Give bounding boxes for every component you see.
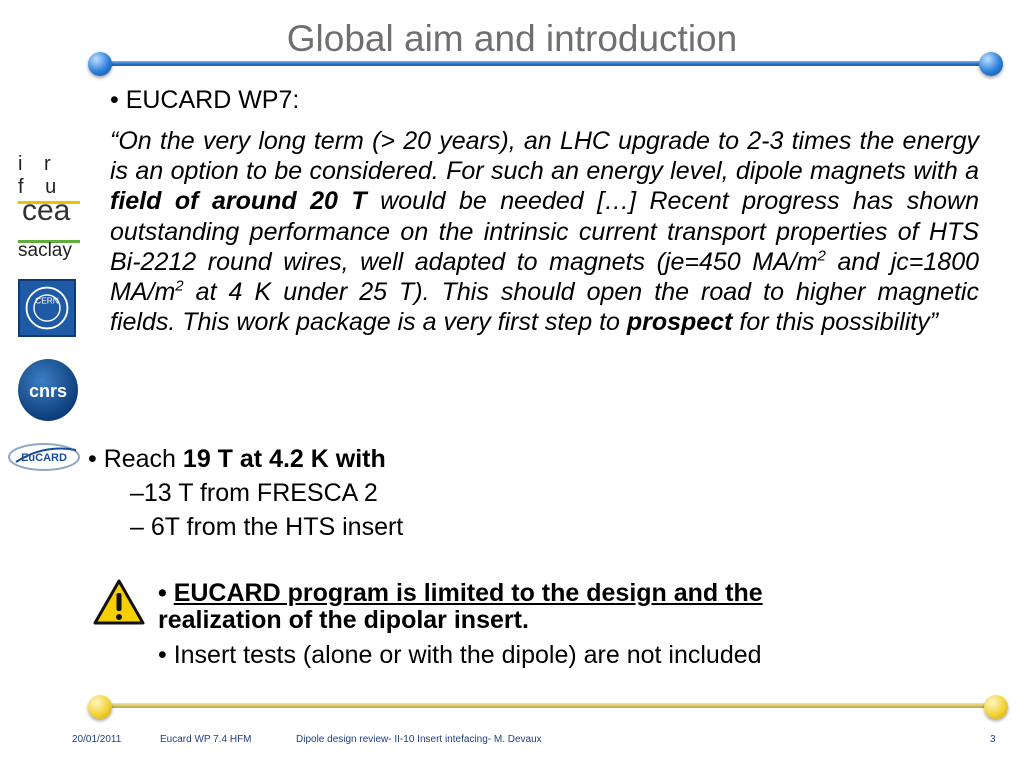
quote-bold-prospect: prospect [626, 308, 733, 337]
bullet-reach [88, 445, 386, 474]
quote-text-2: would be needed […] Recent progress has shown outstanding performance on the intrinsic current transport properties of HTS Bi-2212 round wires, well adapted to magnets (je=450 MA/m [110, 187, 979, 276]
eu-program-rest: realization of the dipolar insert. [158, 606, 529, 634]
top-right-ball-icon [979, 52, 1003, 76]
slide-title: Global aim and introduction [286, 18, 738, 59]
quote-superscript-2: 2 [175, 277, 184, 295]
eu-program-underlined: EUCARD program is limited to the design and the [173, 579, 763, 607]
sub-bullet-hts-insert: – 6T from the HTS insert [130, 513, 404, 541]
bullet-insert-tests: • Insert tests (alone or with the dipole) are not included [158, 641, 762, 669]
eucard-logo-text: EuCARD [21, 452, 67, 464]
quote-text-5: for this possibility” [732, 308, 939, 337]
bottom-left-ball-icon [88, 695, 112, 719]
bullet-eucard-program [158, 580, 948, 634]
quote-superscript-1: 2 [817, 247, 826, 265]
footer-page-number: 3 [990, 734, 996, 745]
cea-logo-text: cea [22, 194, 71, 226]
warning-icon [92, 578, 146, 626]
cern-logo-text: CERN [35, 295, 59, 306]
top-left-ball-icon [88, 52, 112, 76]
quote-bold-field: field of around 20 T [110, 187, 367, 216]
top-divider-bar [100, 61, 992, 66]
irfu-logo-text: i r f u [18, 153, 65, 198]
cnrs-logo-text: cnrs [28, 381, 68, 401]
bottom-divider-bar [100, 703, 992, 708]
bullet-eucard-wp7: • EUCARD WP7: [110, 86, 300, 114]
wp7-quote [110, 126, 979, 337]
saclay-logo-text: saclay [18, 240, 72, 261]
cea-logo [20, 194, 80, 226]
sub-bullet-fresca2: –13 T from FRESCA 2 [130, 479, 378, 507]
quote-text-4: at 4 K under 25 T). This should open the road to higher magnetic fields. This work package is a very first step to [110, 278, 979, 337]
cnrs-logo [18, 359, 78, 421]
eucard-logo [6, 440, 82, 472]
footer-date: 20/01/2011 [72, 734, 122, 745]
reach-bold: 19 T at 4.2 K with [182, 445, 386, 473]
quote-text-1: “On the very long term (> 20 years), an LHC upgrade to 2-3 times the energy is an option to be considered. For such an energy level, dipole magnets with a [110, 127, 979, 186]
cern-logo [18, 279, 76, 337]
footer-title: Dipole design review- II-10 Insert intefacing- M. Devaux [296, 734, 542, 745]
quote-text-3: and jc=1800 MA/m [110, 247, 980, 307]
bottom-right-ball-icon [984, 695, 1008, 719]
eu-program-bullet: • [158, 579, 174, 607]
reach-prefix: • Reach [88, 445, 183, 473]
footer-work-package: Eucard WP 7.4 HFM [160, 734, 252, 745]
